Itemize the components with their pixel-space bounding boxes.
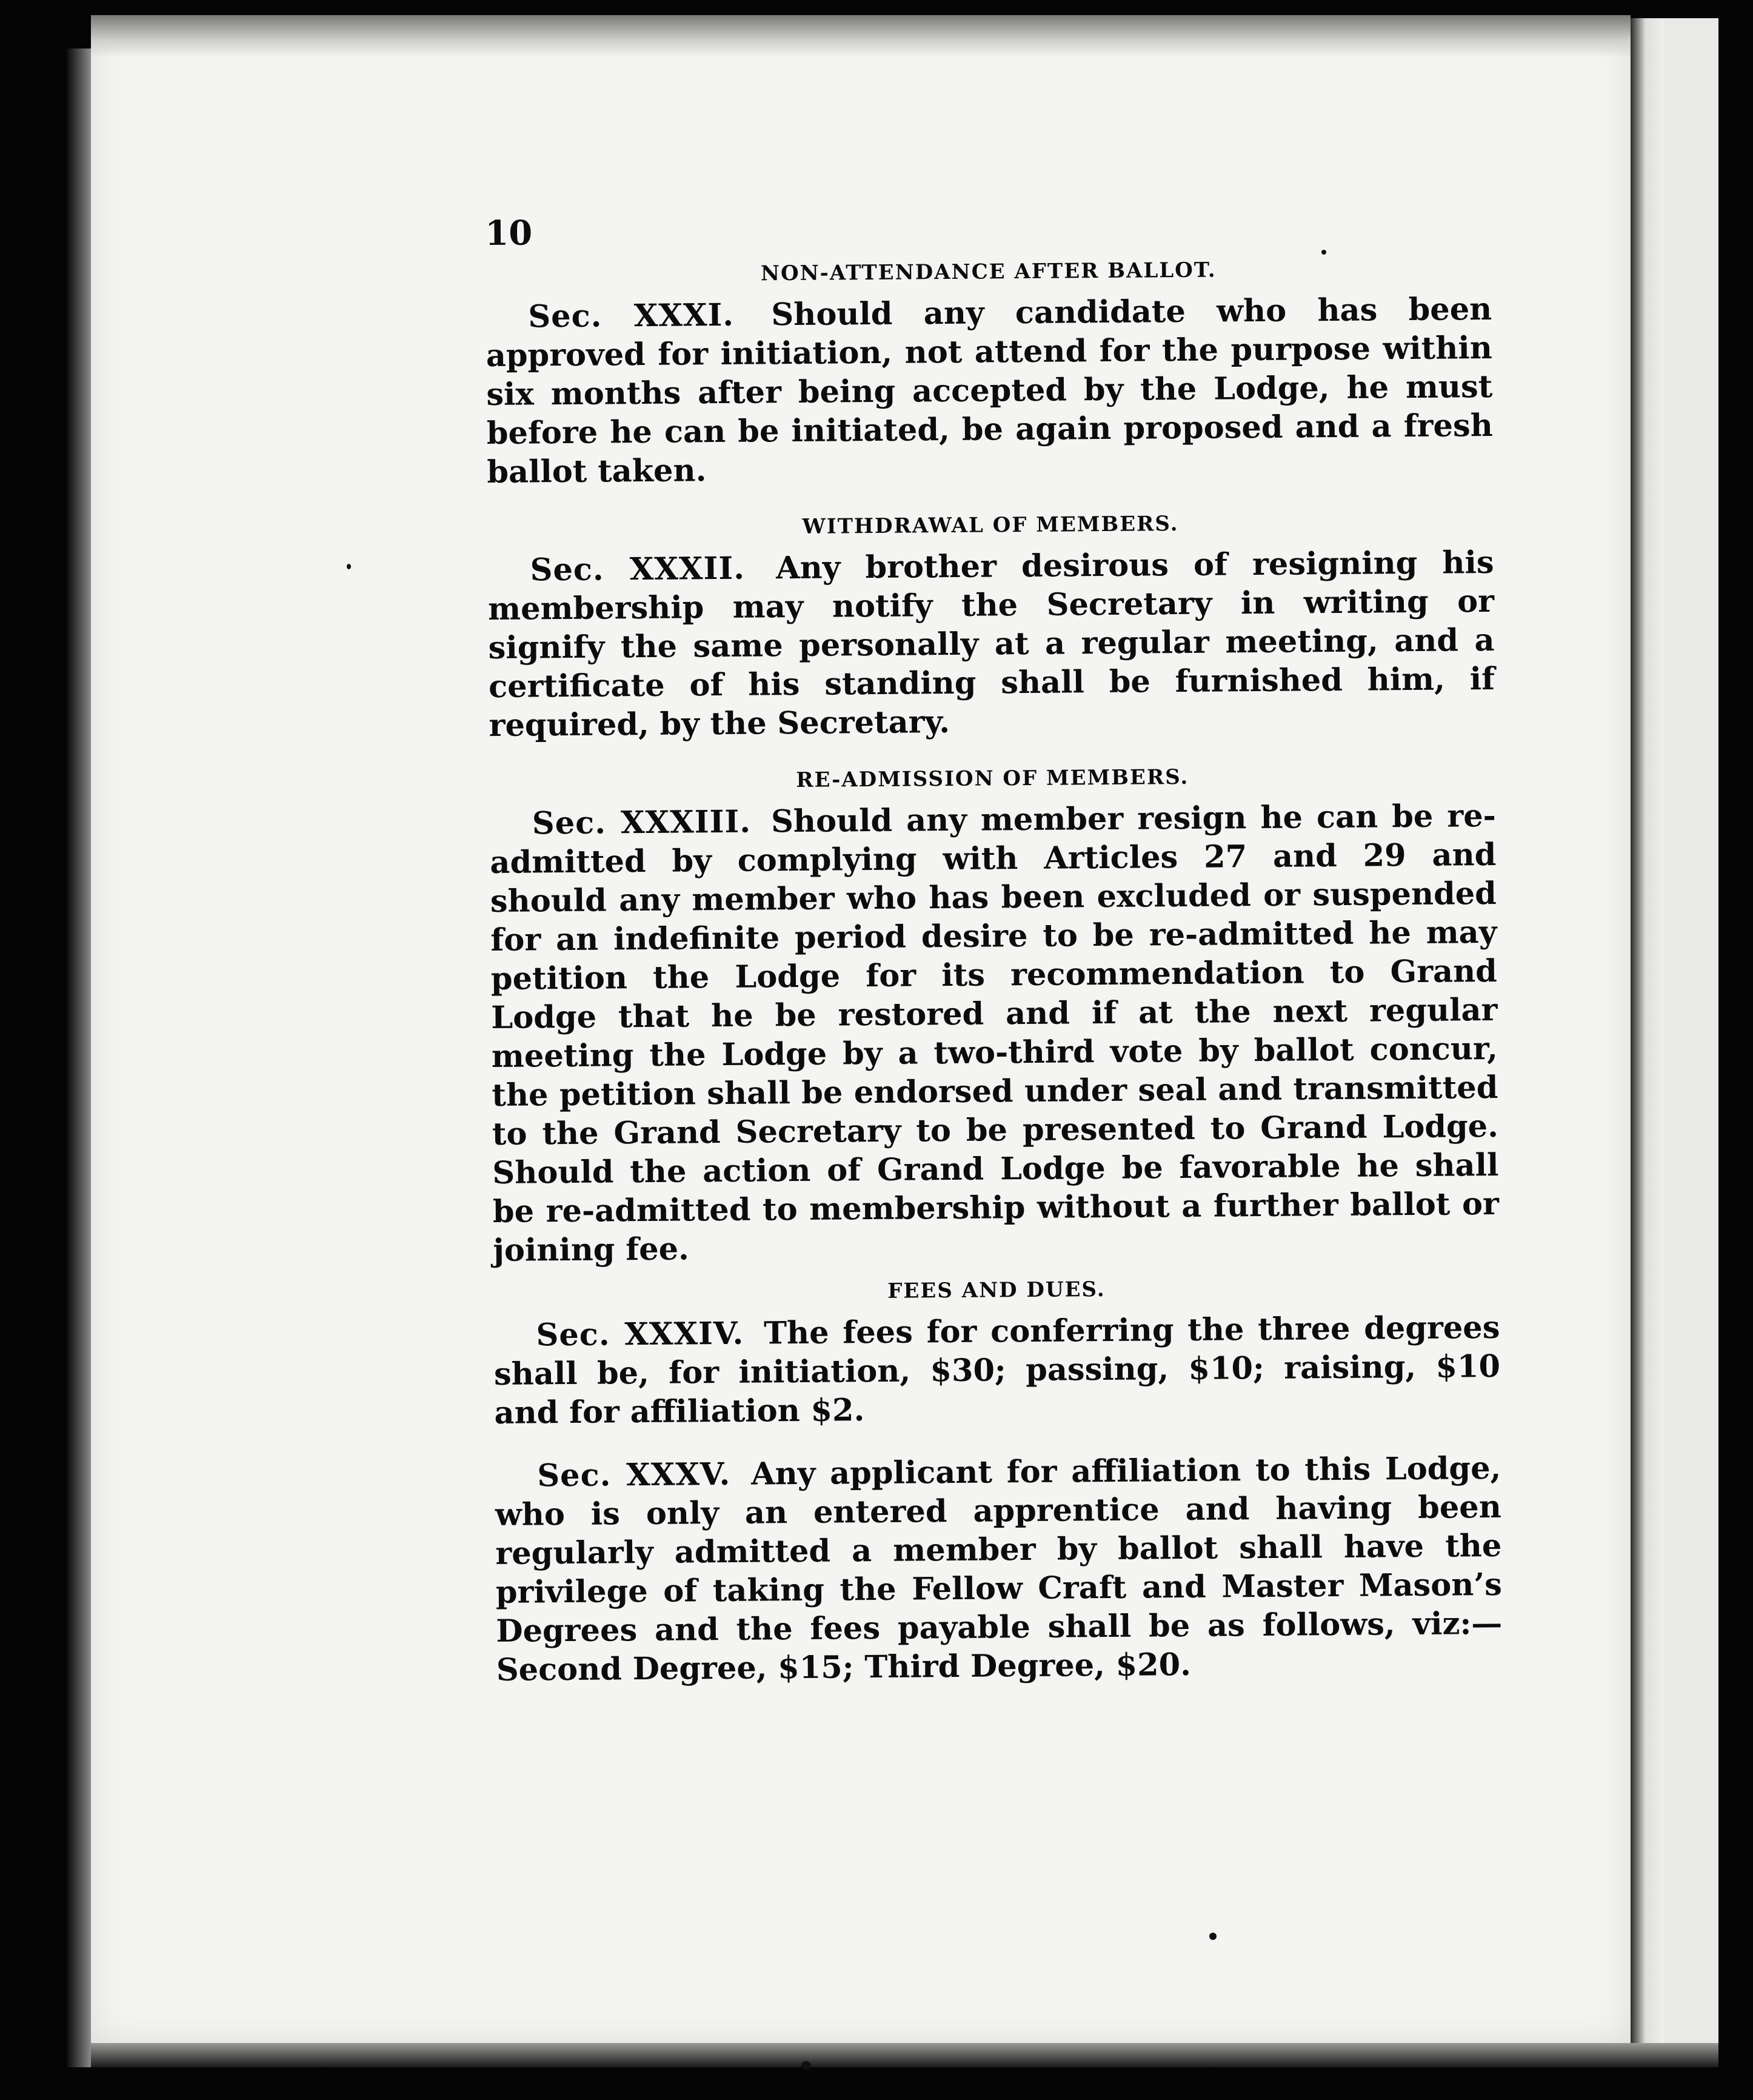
section-35 xyxy=(495,1449,1503,1690)
heading-non-attendance: NON-ATTENDANCE AFTER BALLOT. xyxy=(760,258,1217,286)
heading-re-admission: RE-ADMISSION OF MEMBERS. xyxy=(796,764,1189,792)
section-label: Sec. XXXII. xyxy=(530,550,746,589)
speck xyxy=(801,2061,811,2070)
heading-fees-and-dues: FEES AND DUES. xyxy=(887,1277,1106,1303)
section-text: Should any candidate who has been approved for initiation, not attend for the purpose within six months after being accepted by the Lodge, he must before he can be initiated, be again proposed and a fresh ballot taken. xyxy=(486,290,1494,490)
bottom-page-edge xyxy=(91,2043,1718,2067)
section-text: Any applicant for affiliation to this Lodge, who is only an entered apprentice and having been regularly admitted a member by ballot shall have the privilege of taking the Fellow Craft and Master Mason’s Degrees and the fees payable shall be as follows, viz:—Second Degree, $15; Third Degree, $20. xyxy=(495,1450,1503,1688)
section-34 xyxy=(493,1308,1500,1433)
section-label: Sec. XXXIV. xyxy=(536,1315,744,1354)
top-page-edge xyxy=(91,15,1631,58)
section-32 xyxy=(487,543,1495,745)
section-text: The fees for conferring the three degrees shall be, for initiation, $30; passing, $10; raising, $10 and for affiliation $2. xyxy=(493,1309,1501,1431)
page-number: 10 xyxy=(484,213,533,253)
document-text xyxy=(485,207,1503,1714)
section-31 xyxy=(486,290,1493,492)
section-33 xyxy=(490,797,1500,1270)
heading-withdrawal: WITHDRAWAL OF MEMBERS. xyxy=(802,512,1179,539)
section-label: Sec. XXXIII. xyxy=(532,803,752,842)
speck xyxy=(347,564,351,569)
section-label: Sec. XXXV. xyxy=(537,1456,731,1494)
right-page-edge xyxy=(1631,18,1664,2067)
section-text: Any brother desirous of resigning his membership may notify the Secretary in writing or signify the same personally at a regular meeting, and a certificate of his standing shall be furnished him, if required, by the Secretary. xyxy=(487,544,1495,744)
section-label: Sec. XXXI. xyxy=(528,296,735,335)
speck xyxy=(1209,1933,1217,1940)
adjacent-page-strip xyxy=(1664,18,1718,2067)
section-text: Should any member resign he can be re-admitted by complying with Articles 27 and 29 and should any member who has been excluded or suspended for an indefinite period desire to be re-admitted he may petition the Lodge for its recommendation to Grand Lodge that he be restored and if at the next regular meeting the Lodge by a two-third vote by ballot concur, the petition shall be endorsed under seal and transmitted to the Grand Secretary to be presented to Grand Lodge. Should the action of Grand Lodge be favorable he shall be re-admitted to membership without a further ballot or joining fee. xyxy=(490,797,1500,1269)
